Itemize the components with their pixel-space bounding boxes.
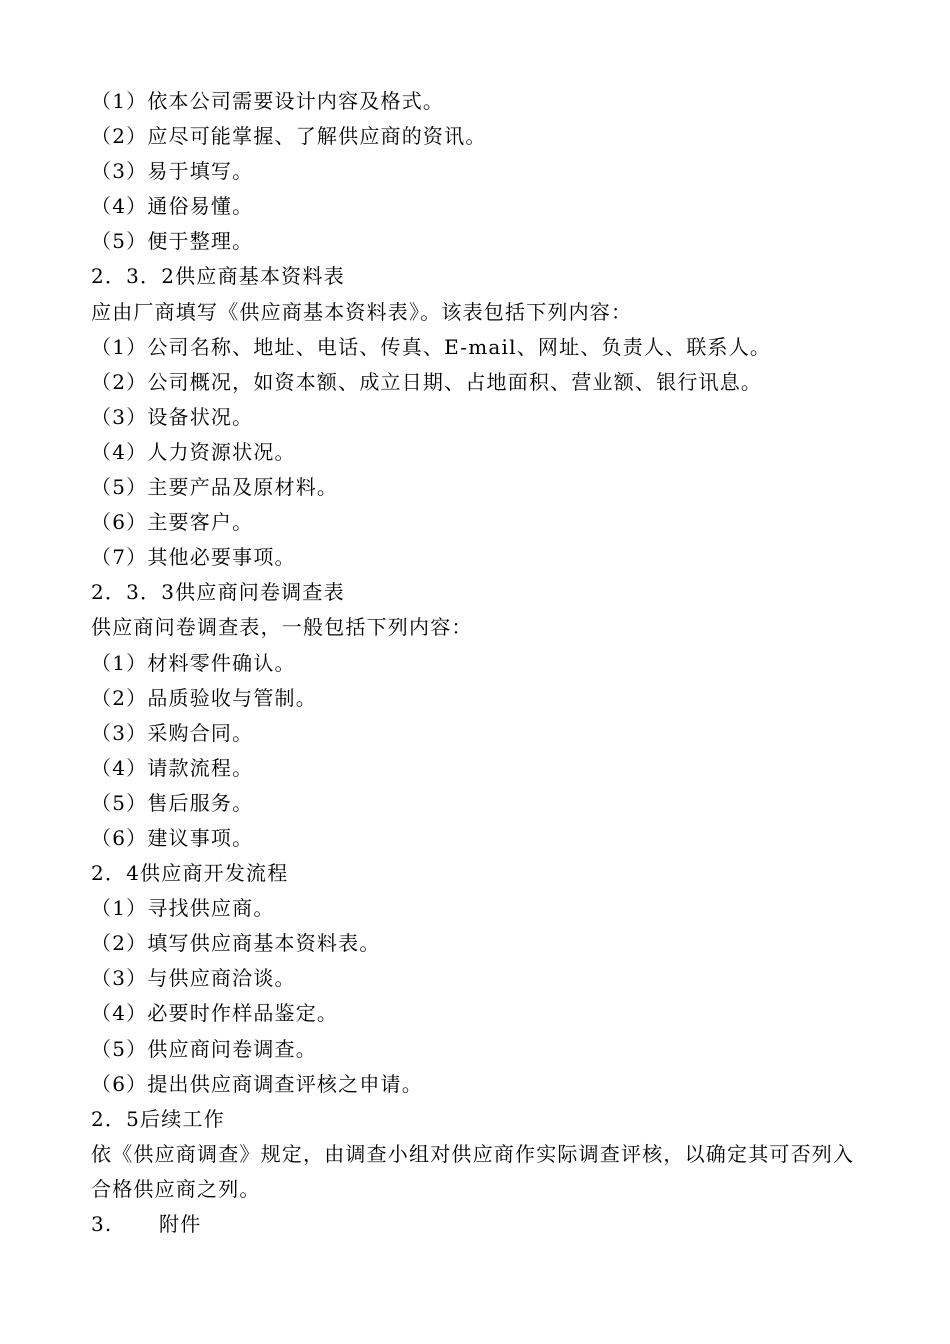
list-item: （3）采购合同。 <box>91 720 254 745</box>
list-item: （2）应尽可能掌握、了解供应商的资讯。 <box>91 124 487 149</box>
list-item: （5）供应商问卷调查。 <box>91 1036 317 1061</box>
list-item: （1）公司名称、地址、电话、传真、E-mail、网址、负责人、联系人。 <box>91 334 772 359</box>
attachment-number: 3. <box>91 1212 113 1236</box>
list-item: （1）依本公司需要设计内容及格式。 <box>91 89 445 113</box>
intro-text: 应由厂商填写《供应商基本资料表》。该表包括下列内容： <box>91 299 633 324</box>
list-item: （6）提出供应商调查评核之申请。 <box>91 1071 423 1096</box>
section-heading: 2．4供应商开发流程 <box>91 861 289 886</box>
attachment-title: 附件 <box>159 1212 202 1236</box>
attachment-heading <box>91 1207 871 1242</box>
list-item: （2）公司概况，如资本额、成立日期、占地面积、营业额、银行讯息。 <box>91 369 763 394</box>
list-item: （4）必要时作样品鉴定。 <box>91 1001 339 1026</box>
list-item: （4）请款流程。 <box>91 755 254 780</box>
list-item: （7）其他必要事项。 <box>91 545 296 570</box>
list-item: （5）主要产品及原材料。 <box>91 475 339 500</box>
list-item: （4）人力资源状况。 <box>91 439 296 464</box>
list-item: （5）售后服务。 <box>91 790 254 815</box>
section-heading: 2．5后续工作 <box>91 1106 225 1131</box>
document-body <box>91 84 871 1242</box>
list-item: （5）便于整理。 <box>91 229 254 254</box>
list-item: （3）易于填写。 <box>91 159 254 184</box>
list-item: （6）主要客户。 <box>91 510 254 535</box>
list-item: （4）通俗易懂。 <box>91 194 254 219</box>
closing-paragraph: 依《供应商调查》规定，由调查小组对供应商作实际调查评核，以确定其可否列入合格供应商之列。 <box>91 1141 855 1201</box>
list-item: （3）与供应商洽谈。 <box>91 966 296 991</box>
intro-text: 供应商问卷调查表，一般包括下列内容： <box>91 615 473 640</box>
list-item: （1）寻找供应商。 <box>91 896 275 921</box>
section-heading: 2．3．2供应商基本资料表 <box>91 264 345 289</box>
list-item: （2）填写供应商基本资料表。 <box>91 931 381 956</box>
list-item: （1）材料零件确认。 <box>91 650 296 675</box>
list-item: （2）品质验收与管制。 <box>91 685 317 710</box>
list-item: （6）建议事项。 <box>91 825 254 850</box>
section-heading: 2．3．3供应商问卷调查表 <box>91 580 345 605</box>
list-item: （3）设备状况。 <box>91 404 254 429</box>
